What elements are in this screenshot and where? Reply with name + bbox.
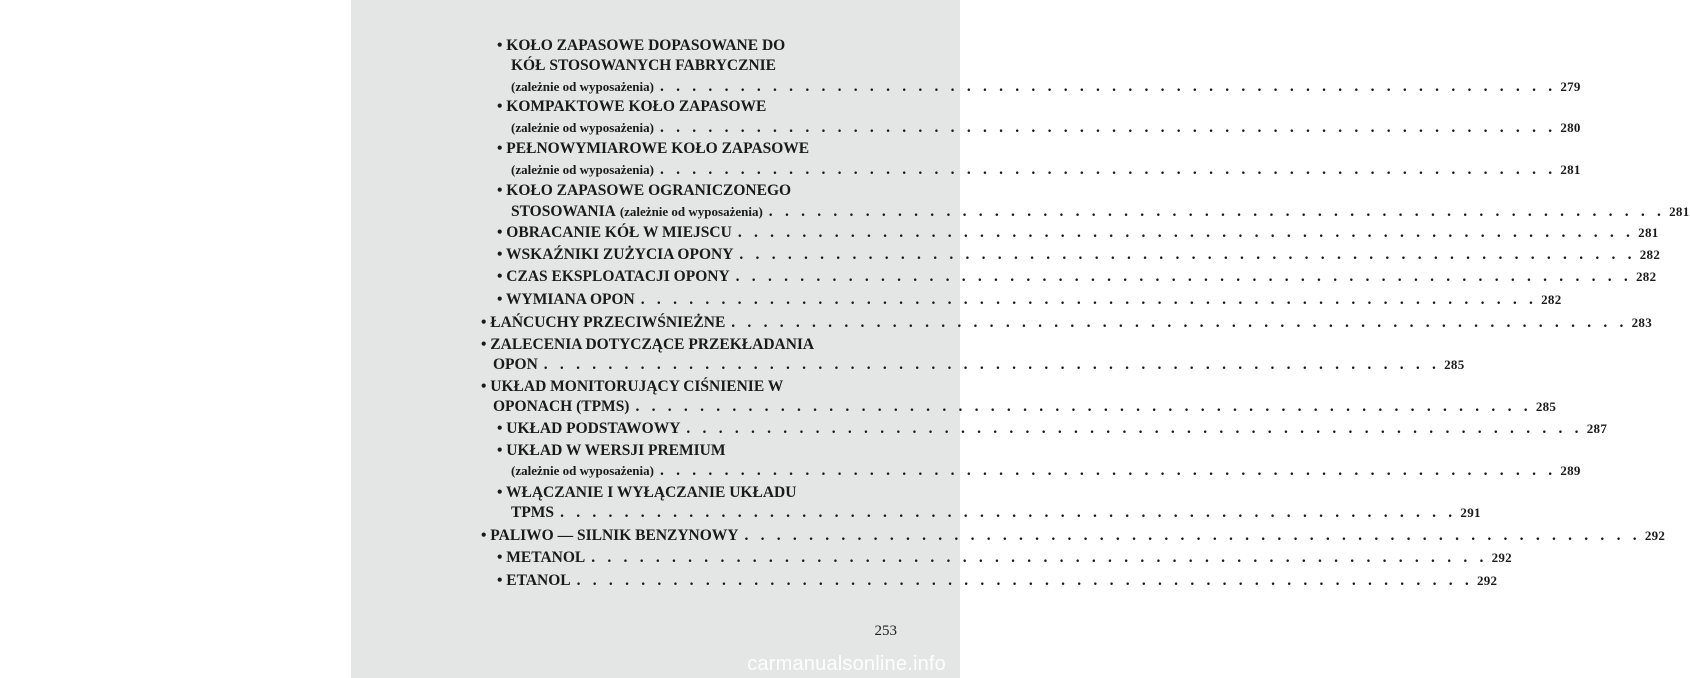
toc-line [511,462,1581,480]
toc-line [493,356,1465,374]
toc-line [497,442,725,460]
toc-line [481,527,1666,545]
toc-page-ref: 292 [1476,573,1498,588]
watermark-text: carmanualsonline.info [747,653,946,675]
leader-dots: . . . . . . . . . . . . . . . . . . . . . . . . . . . . . . . . . . . . . . . . . . . . . . . . . . . . . . . . [735,268,1632,285]
toc-entry-text: KÓŁ STOSOWANYCH FABRYCZNIE [511,57,777,74]
toc-entry-text: • CZAS EKSPLOATACJI OPONY [497,268,730,285]
leader-dots: . . . . . . . . . . . . . . . . . . . . . . . . . . . . . . . . . . . . . . . . . . . . . . . . . . . . . . . . [739,246,1636,263]
toc-page-ref: 285 [1444,357,1465,372]
toc-page-ref: 285 [1535,399,1557,414]
leader-dots: . . . . . . . . . . . . . . . . . . . . . . . . . . . . . . . . . . . . . . . . . . . . . . . . . . . . . . . . [737,224,1635,241]
toc-line [481,314,1653,332]
toc-page-ref: 282 [1541,292,1562,307]
toc-entry-text: • WSKAŹNIKI ZUŻYCIA OPONY [497,246,734,263]
toc-line [497,246,1661,264]
toc-line [497,37,785,55]
leader-dots: . . . . . . . . . . . . . . . . . . . . . . . . . . . . . . . . . . . . . . . . . . . . . . . . . . . . . . . . [591,549,1488,566]
toc-page-ref: 279 [1560,79,1581,94]
leader-dots: . . . . . . . . . . . . . . . . . . . . . . . . . . . . . . . . . . . . . . . . . . . . . . . . . . . . . . . . [560,504,1457,521]
toc-page-ref: 292 [1491,550,1512,565]
toc-entry-note: (zależnie od wyposażenia) [619,204,763,219]
leader-dots: . . . . . . . . . . . . . . . . . . . . . . . . . . . . . . . . . . . . . . . . . . . . . . . . . . . . . . . . [768,203,1666,220]
leader-dots: . . . . . . . . . . . . . . . . . . . . . . . . . . . . . . . . . . . . . . . . . . . . . . . . . . . . . . . . [744,527,1641,544]
toc-line [493,398,1557,416]
toc-line [511,504,1481,522]
toc-page-ref: 282 [1635,269,1657,284]
toc-entry-note: (zależnie od wyposażenia) [511,79,654,94]
toc-entry-text: • ZALECENIA DOTYCZĄCE PRZEKŁADANIA [481,336,815,353]
toc-line [511,119,1581,137]
toc-entry-note: (zależnie od wyposażenia) [511,162,654,177]
toc-page-ref: 282 [1639,247,1661,262]
toc-line [497,182,791,200]
toc-line [497,140,809,158]
toc-line [497,549,1512,567]
toc-line [511,203,1690,221]
toc-line [497,291,1562,309]
toc-entry-text: TPMS [511,504,555,521]
toc-entry-text: • WYMIANA OPON [497,291,635,308]
leader-dots: . . . . . . . . . . . . . . . . . . . . . . . . . . . . . . . . . . . . . . . . . . . . . . . . . . . . . . . . [576,572,1473,589]
toc-page-ref: 291 [1460,505,1481,520]
toc-page-ref: 281 [1669,204,1690,219]
toc-page-ref: 287 [1586,421,1608,436]
toc-entry-text: • UKŁAD PODSTAWOWY [497,420,681,437]
leader-dots: . . . . . . . . . . . . . . . . . . . . . . . . . . . . . . . . . . . . . . . . . . . . . . . . . . . . . . . . [635,398,1532,415]
leader-dots: . . . . . . . . . . . . . . . . . . . . . . . . . . . . . . . . . . . . . . . . . . . . . . . . . . . . . . . . [640,291,1538,308]
toc-line [497,224,1659,242]
toc-line [511,57,776,75]
toc-entry-text: • UKŁAD W WERSJI PREMIUM [497,442,726,459]
toc-entry-text: OPON [493,356,538,373]
toc-entry-text: • WŁĄCZANIE I WYŁĄCZANIE UKŁADU [497,484,797,501]
toc-line [497,420,1608,438]
leader-dots: . . . . . . . . . . . . . . . . . . . . . . . . . . . . . . . . . . . . . . . . . . . . . . . . . . . . . . . . [659,161,1557,178]
toc-entry-note: (zależnie od wyposażenia) [511,463,654,478]
toc-entry-text: • METANOL [497,549,586,566]
toc-entry-text: • KOŁO ZAPASOWE OGRANICZONEGO [497,182,792,199]
toc-page-ref: 292 [1644,528,1666,543]
toc-page-ref: 289 [1560,463,1581,478]
leader-dots: . . . . . . . . . . . . . . . . . . . . . . . . . . . . . . . . . . . . . . . . . . . . . . . . . . . . . . . . [543,356,1441,373]
toc-page-ref: 281 [1638,225,1659,240]
toc-line [511,161,1581,179]
toc-line [497,484,796,502]
toc-entry-text: • KOŁO ZAPASOWE DOPASOWANE DO [497,37,786,54]
manual-page [351,0,1690,678]
toc-entry-text: • ETANOL [497,572,571,589]
leader-dots: . . . . . . . . . . . . . . . . . . . . . . . . . . . . . . . . . . . . . . . . . . . . . . . . . . . . . . . . [686,420,1583,437]
toc-entry-text: • KOMPAKTOWE KOŁO ZAPASOWE [497,98,767,115]
leader-dots: . . . . . . . . . . . . . . . . . . . . . . . . . . . . . . . . . . . . . . . . . . . . . . . . . . . . . . . . [659,78,1557,95]
toc-entry-text: • ŁAŃCUCHY PRZECIWŚNIEŻNE [481,314,726,331]
toc-line [497,572,1498,590]
toc-line [497,268,1657,286]
left-blank-margin [0,0,351,678]
toc-entry-text: • UKŁAD MONITORUJĄCY CIŚNIENIE W [481,378,784,395]
leader-dots: . . . . . . . . . . . . . . . . . . . . . . . . . . . . . . . . . . . . . . . . . . . . . . . . . . . . . . . . [659,119,1557,136]
toc-entry-text: OPONACH (TPMS) [493,398,630,415]
leader-dots: . . . . . . . . . . . . . . . . . . . . . . . . . . . . . . . . . . . . . . . . . . . . . . . . . . . . . . . . [659,462,1557,479]
toc-line [481,378,783,396]
toc-entry-text: • OBRACANIE KÓŁ W MIEJSCU [497,224,732,241]
toc-line [481,336,814,354]
toc-page-ref: 283 [1631,315,1653,330]
toc-line [497,98,766,116]
toc-entry-text: • PALIWO — SILNIK BENZYNOWY [481,527,739,544]
toc-entry-text: STOSOWANIA [511,203,616,220]
toc-entry-text: • PEŁNOWYMIAROWE KOŁO ZAPASOWE [497,140,810,157]
page-number: 253 [874,623,897,639]
toc-page-ref: 280 [1560,120,1581,135]
toc-page-ref: 281 [1560,162,1581,177]
toc-line [511,78,1581,96]
table-of-contents [351,0,1690,678]
toc-entry-note: (zależnie od wyposażenia) [511,120,654,135]
leader-dots: . . . . . . . . . . . . . . . . . . . . . . . . . . . . . . . . . . . . . . . . . . . . . . . . . . . . . . . . [731,314,1628,331]
